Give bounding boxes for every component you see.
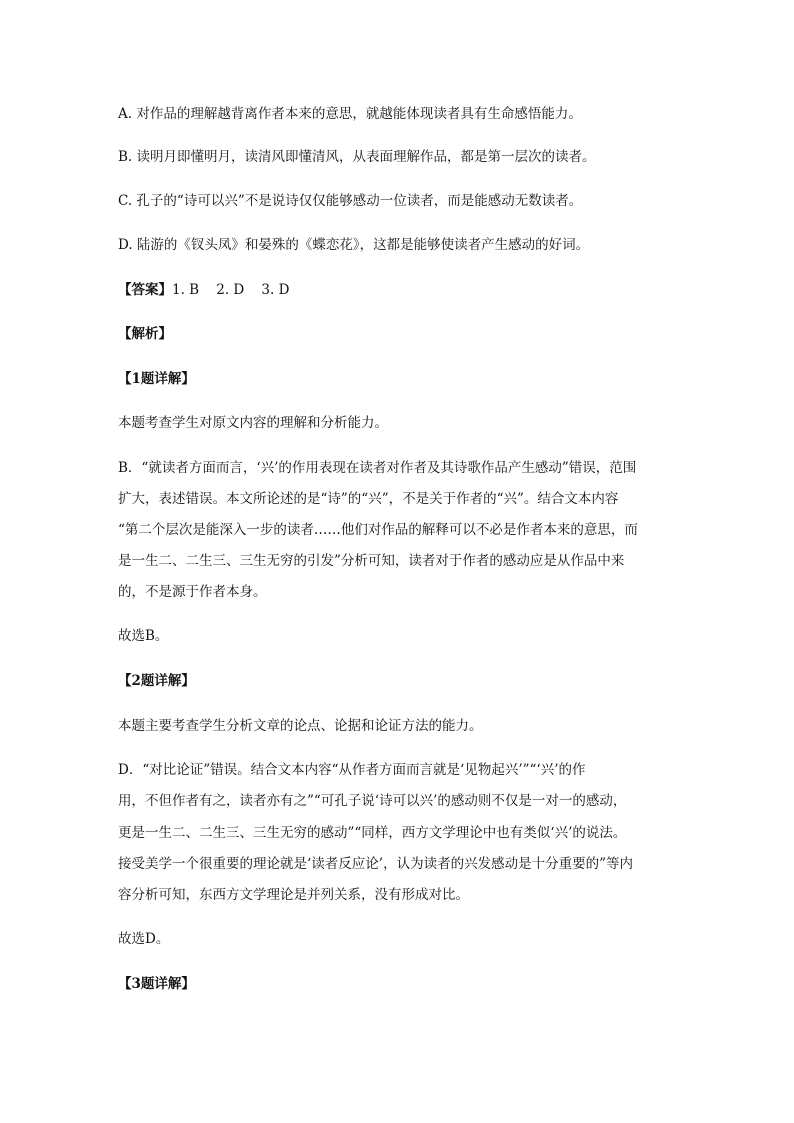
answer-line (118, 280, 678, 300)
option-b: B. 读明月即懂明月，读清风即懂清风，从表面理解作品，都是第一层次的读者。 (118, 149, 596, 165)
q2-heading: 【2题详解】 (118, 673, 195, 689)
q1-intro: 本题考查学生对原文内容的理解和分析能力。 (118, 415, 388, 431)
q1-line-3: “第二个层次是能深入一步的读者……他们对作品的解释可以不必是作者本来的意思，而 (118, 522, 638, 538)
option-d: D. 陆游的《钗头凤》和晏殊的《蝶恋花》，这都是能够使读者产生感动的好词。 (118, 237, 590, 253)
analysis-heading: 【解析】 (118, 326, 172, 342)
q2-line-2: 用，不但作者有之，读者亦有之”“可孔子说‘诗可以兴’的感动则不仅是一对一的感动， (118, 793, 627, 809)
q2-line-5: 容分析可知，东西方文学理论是并列关系，没有形成对比。 (118, 887, 469, 903)
q1-line-1: B．“就读者方面而言，‘兴’的作用表现在读者对作者及其诗歌作品产生感动”错误，范围 (118, 460, 637, 476)
q1-line-5: 的，不是源于作者本身。 (118, 584, 267, 600)
q2-line-3: 更是一生二、二生三、三生无穷的感动”“同样，西方文学理论中也有类似‘兴’的说法。 (118, 825, 627, 841)
q1-heading: 【1题详解】 (118, 371, 195, 387)
q2-line-4: 接受美学一个很重要的理论就是‘读者反应论’，认为读者的兴发感动是十分重要的”等内 (118, 856, 633, 872)
option-c: C. 孔子的“诗可以兴”不是说诗仅仅能够感动一位读者，而是能感动无数读者。 (118, 193, 583, 209)
answer-label: 【答案】 (118, 282, 172, 298)
q1-conclusion: 故选B。 (118, 628, 169, 644)
q2-line-1: D．“对比论证”错误。结合文本内容“从作者方面而言就是‘见物起兴’”“‘兴’的作 (118, 762, 586, 778)
option-a: A. 对作品的理解越背离作者本来的意思，就越能体现读者具有生命感悟能力。 (118, 106, 582, 122)
answer-text: 1. B 2. D 3. D (172, 282, 290, 298)
q1-line-2: 扩大，表述错误。本文所论述的是“诗”的“兴”，不是关于作者的“兴”。结合文本内容 (118, 491, 619, 507)
q1-line-4: 是一生二、二生三、三生无穷的引发”分析可知，读者对于作者的感动应是从作品中来 (118, 553, 625, 569)
q2-conclusion: 故选D。 (118, 931, 170, 947)
q3-heading: 【3题详解】 (118, 976, 195, 992)
q2-intro: 本题主要考查学生分析文章的论点、论据和论证方法的能力。 (118, 718, 483, 734)
